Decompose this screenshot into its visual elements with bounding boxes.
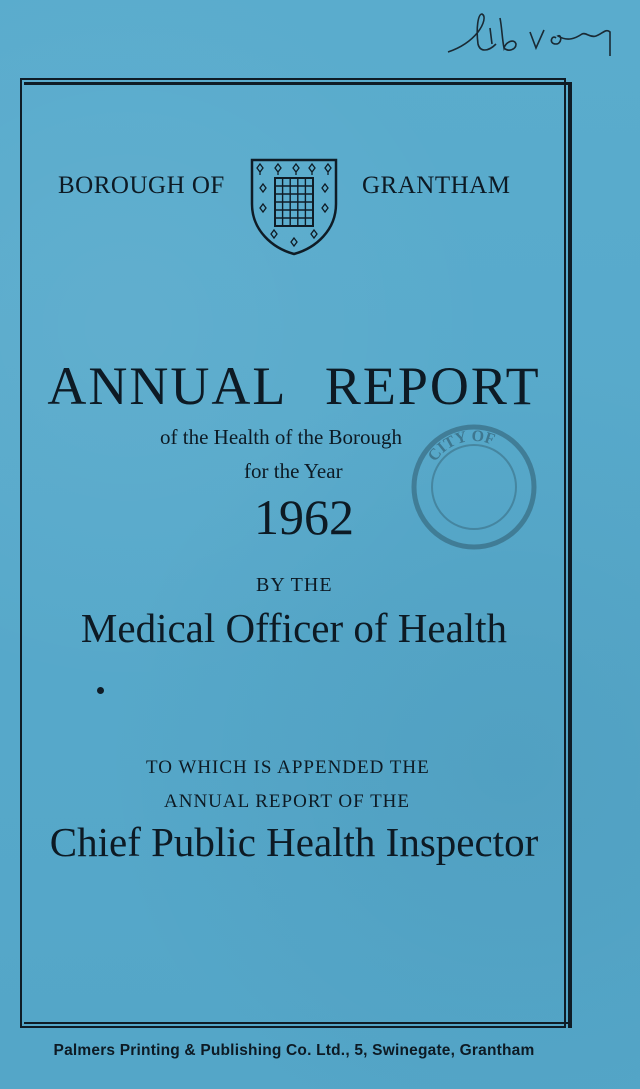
library-stamp-icon [406,420,542,554]
main-title: ANNUAL REPORT [47,356,541,416]
ink-dot [97,687,104,694]
grantham-label: GRANTHAM [362,172,511,199]
appendix-line-2: ANNUAL REPORT OF THE [164,791,410,812]
subtitle-line-1: of the Health of the Borough [160,425,403,449]
by-the-label: BY THE [256,574,333,596]
svg-text:CITY OF [425,428,497,465]
appendix-author-title: Chief Public Health Inspector [49,819,539,865]
author-title: Medical Officer of Health [80,605,508,651]
frame-bottom-rule [24,1022,570,1024]
report-year: 1962 [254,489,354,545]
stamp-text: CITY OF [424,427,498,465]
borough-crest-shield-icon [246,156,342,256]
subtitle-line-2: for the Year [244,459,343,483]
handwritten-library-note [440,8,630,64]
appendix-line-1: TO WHICH IS APPENDED THE [146,757,430,778]
printer-imprint: Palmers Printing & Publishing Co. Ltd., 5, Swinegate, Grantham [53,1042,535,1059]
borough-of-label: BOROUGH OF [58,172,225,199]
